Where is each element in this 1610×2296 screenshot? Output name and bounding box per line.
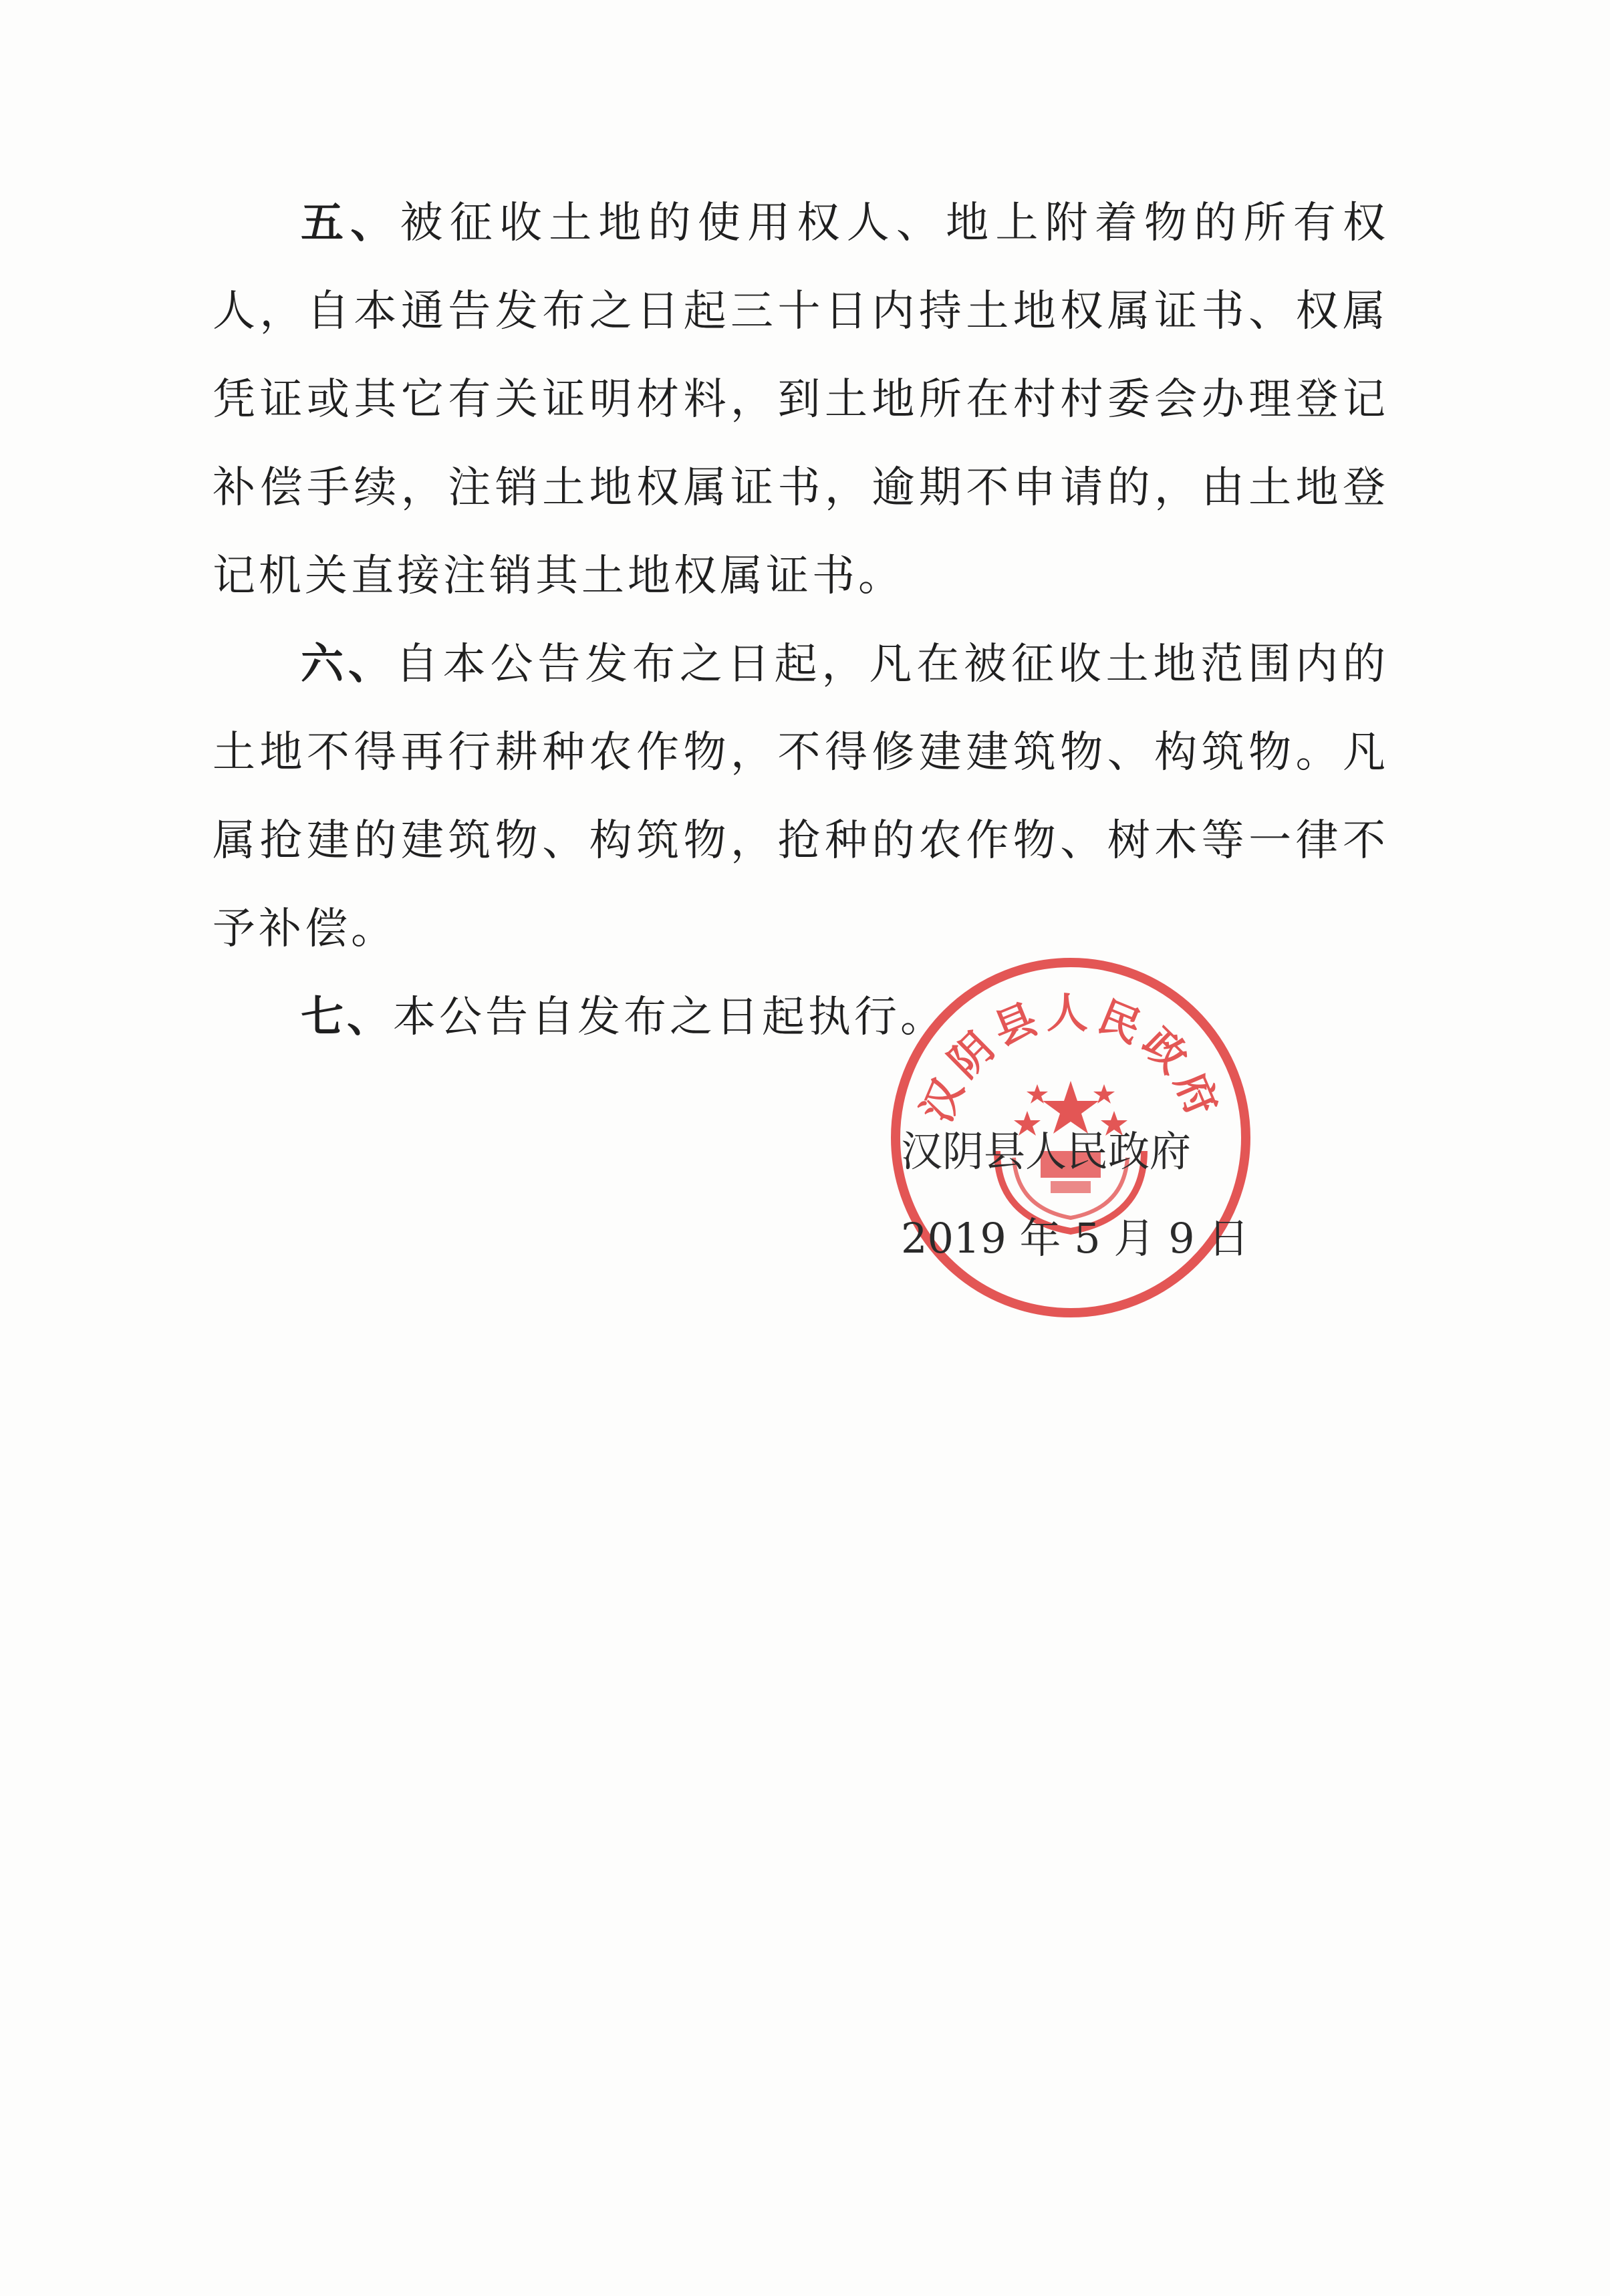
signature-block <box>901 1108 1275 1282</box>
document-body <box>213 179 1389 1061</box>
issuer-name: 汉阴县人民政府 <box>901 1127 1192 1176</box>
paragraph-text: 本公告自发布之日起执行。 <box>393 993 946 1042</box>
paragraph-number: 七、 <box>301 993 393 1042</box>
paragraph-number: 六、 <box>301 640 396 689</box>
paragraph-text: 自本公告发布之日起，凡在被征收土地范围内的土地不得再行耕种农作物，不得修建建筑物、构筑物。凡属抢建的建筑物、构筑物，抢种的农作物、树木等一律不予补偿。 <box>213 640 1389 954</box>
paragraph-six <box>213 620 1389 973</box>
paragraph-five <box>213 179 1389 620</box>
seal-arc-text: 汉阴县人民政府 <box>912 989 1230 1129</box>
issue-date: 2019 年 5 月 9 日 <box>901 1214 1250 1263</box>
paragraph-text: 被征收土地的使用权人、地上附着物的所有权人，自本通告发布之日起三十日内持土地权属证书、权属凭证或其它有关证明材料，到土地所在村村委会办理登记补偿手续，注销土地权属证书，逾期不申请的，由土地登记机关直接注销其土地权属证书。 <box>213 199 1389 601</box>
paragraph-number: 五、 <box>301 199 400 248</box>
